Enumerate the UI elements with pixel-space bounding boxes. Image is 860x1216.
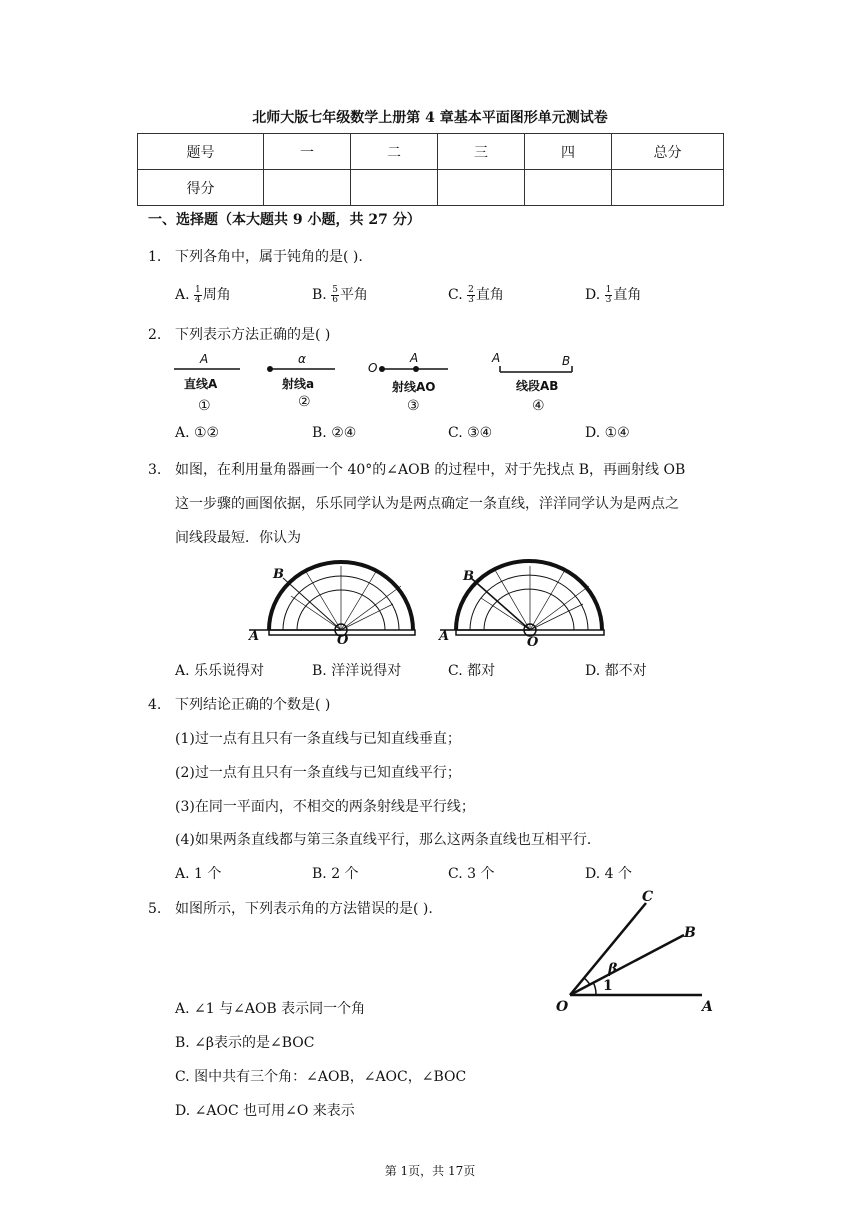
fraction-numerator: 1: [605, 284, 612, 295]
ray-ob: [570, 935, 684, 995]
option-d[interactable]: D. 4 个: [585, 866, 632, 882]
table-row: [138, 134, 724, 170]
option-a[interactable]: A. ①②: [175, 425, 220, 441]
option-text: 直角: [475, 287, 504, 303]
question-text: 间线段最短．你认为: [175, 530, 301, 546]
option-a[interactable]: A. 乐乐说得对: [175, 663, 265, 679]
point-label: O: [368, 361, 378, 375]
option-c[interactable]: C. ③④: [448, 425, 493, 441]
option-text: 周角: [202, 287, 231, 303]
point-label: C: [642, 889, 654, 905]
option-text: 直角: [613, 287, 642, 303]
table-cell: 总分: [612, 134, 724, 170]
table-cell: [351, 170, 438, 206]
option-a[interactable]: A. 1 个: [175, 866, 222, 882]
option-d[interactable]: D. ①④: [585, 425, 630, 441]
figure-number: ②: [298, 394, 311, 410]
option-d[interactable]: D. 都不对: [585, 663, 647, 679]
fraction-numerator: 1: [195, 284, 201, 295]
fraction: [194, 286, 202, 305]
option-c[interactable]: [448, 284, 504, 305]
point-label: O: [527, 635, 539, 650]
point-label: B: [273, 567, 284, 582]
option-c[interactable]: C. 都对: [448, 663, 496, 679]
question-text: 如图，在利用量角器画一个 40°的∠AOB 的过程中，对于先找点 B，再画射线 OB: [175, 462, 686, 478]
point-label: A: [410, 351, 419, 365]
question-number: 4.: [148, 697, 162, 713]
statement-item: (2)过一点有且只有一条直线与已知直线平行；: [175, 765, 461, 781]
statement-item: (3)在同一平面内，不相交的两条射线是平行线；: [175, 799, 475, 815]
point-label: A: [439, 629, 450, 644]
table-cell: 四: [525, 134, 612, 170]
point-label: B: [562, 354, 571, 368]
question-number: 2.: [148, 327, 162, 343]
option-c[interactable]: C. 3 个: [448, 866, 495, 882]
fraction-denominator: 6: [332, 294, 338, 305]
fraction: [605, 286, 613, 305]
question-4: [148, 694, 330, 714]
fraction: [467, 286, 475, 305]
question-text: 下列各角中，属于钝角的是( ).: [175, 249, 363, 265]
question-1: [148, 246, 363, 266]
statement-item: (4)如果两条直线都与第三条直线平行，那么这两条直线也互相平行．: [175, 832, 601, 848]
figure-caption: 直线A: [184, 377, 218, 391]
figure-caption: 线段AB: [516, 379, 559, 393]
point-dot: [379, 366, 385, 372]
question-3: [148, 459, 685, 479]
option-label: C.: [448, 287, 468, 303]
table-cell: 三: [438, 134, 525, 170]
point-label: O: [337, 633, 349, 648]
question-text: 下列表示方法正确的是( ): [175, 327, 331, 343]
option-label: D.: [585, 287, 605, 303]
table-cell: 一: [264, 134, 351, 170]
angle-figure: [550, 885, 725, 1017]
point-label: B: [684, 925, 696, 941]
fraction: [331, 286, 339, 305]
point-label: A: [702, 999, 713, 1015]
angle-label: β: [608, 961, 618, 977]
section-heading: 一、选择题（本大题共 9 小题，共 27 分）: [148, 212, 421, 228]
figure-number: ④: [532, 398, 545, 414]
table-cell: [525, 170, 612, 206]
document-title: 北师大版七年级数学上册第 4 章基本平面图形单元测试卷: [252, 110, 608, 126]
table-cell: [612, 170, 724, 206]
figure-caption: 射线a: [282, 377, 315, 391]
table-cell: [438, 170, 525, 206]
option-d[interactable]: D. ∠AOC 也可用∠O 来表示: [175, 1103, 355, 1119]
option-a[interactable]: A. ∠1 与∠AOB 表示同一个角: [175, 1001, 366, 1017]
option-b[interactable]: B. ②④: [312, 425, 357, 441]
question-text: 这一步骤的画图依据，乐乐同学认为是两点确定一条直线，洋洋同学认为是两点之: [175, 496, 679, 512]
question-number: 5.: [148, 901, 162, 917]
table-cell: 题号: [138, 134, 264, 170]
line-representation-figure: [170, 350, 590, 416]
option-b[interactable]: B. ∠β表示的是∠BOC: [175, 1035, 315, 1051]
angle-label: 1: [603, 978, 613, 994]
option-b[interactable]: [312, 284, 368, 305]
option-text: 平角: [339, 287, 368, 303]
table-row: [138, 170, 724, 206]
question-text: 如图所示，下列表示角的方法错误的是( ).: [175, 901, 433, 917]
fraction-denominator: 4: [195, 294, 201, 305]
point-dot: [267, 366, 273, 372]
question-number: 3.: [148, 462, 162, 478]
fraction-numerator: 5: [332, 284, 338, 295]
fraction-denominator: 3: [468, 294, 474, 305]
option-c[interactable]: C. 图中共有三个角：∠AOB，∠AOC，∠BOC: [175, 1069, 467, 1085]
option-b[interactable]: B. 洋洋说得对: [312, 663, 402, 679]
option-d[interactable]: [585, 284, 641, 305]
question-5: [148, 898, 433, 918]
page-footer: 第 1页，共 17页: [384, 1164, 476, 1178]
point-label: A: [200, 352, 209, 366]
table-cell: 二: [351, 134, 438, 170]
point-label: B: [463, 569, 474, 584]
point-label: A: [249, 629, 260, 644]
point-label: α: [298, 352, 306, 366]
point-label: O: [556, 999, 569, 1015]
question-2: [148, 324, 330, 344]
figure-number: ①: [198, 398, 211, 414]
score-table: [137, 133, 724, 206]
table-cell: [264, 170, 351, 206]
option-b[interactable]: B. 2 个: [312, 866, 359, 882]
question-number: 1.: [148, 249, 162, 265]
question-text: 下列结论正确的个数是( ): [175, 697, 331, 713]
option-a[interactable]: [175, 284, 231, 305]
table-cell: 得分: [138, 170, 264, 206]
fraction-denominator: 3: [605, 294, 612, 305]
figure-caption: 射线AO: [392, 380, 436, 394]
point-label: A: [492, 351, 501, 365]
fraction-numerator: 2: [468, 284, 474, 295]
option-label: A.: [175, 287, 195, 303]
figure-number: ③: [407, 398, 420, 414]
protractor-figure: [245, 558, 620, 650]
point-dot: [413, 366, 419, 372]
option-label: B.: [312, 287, 332, 303]
statement-item: (1)过一点有且只有一条直线与已知直线垂直；: [175, 731, 461, 747]
